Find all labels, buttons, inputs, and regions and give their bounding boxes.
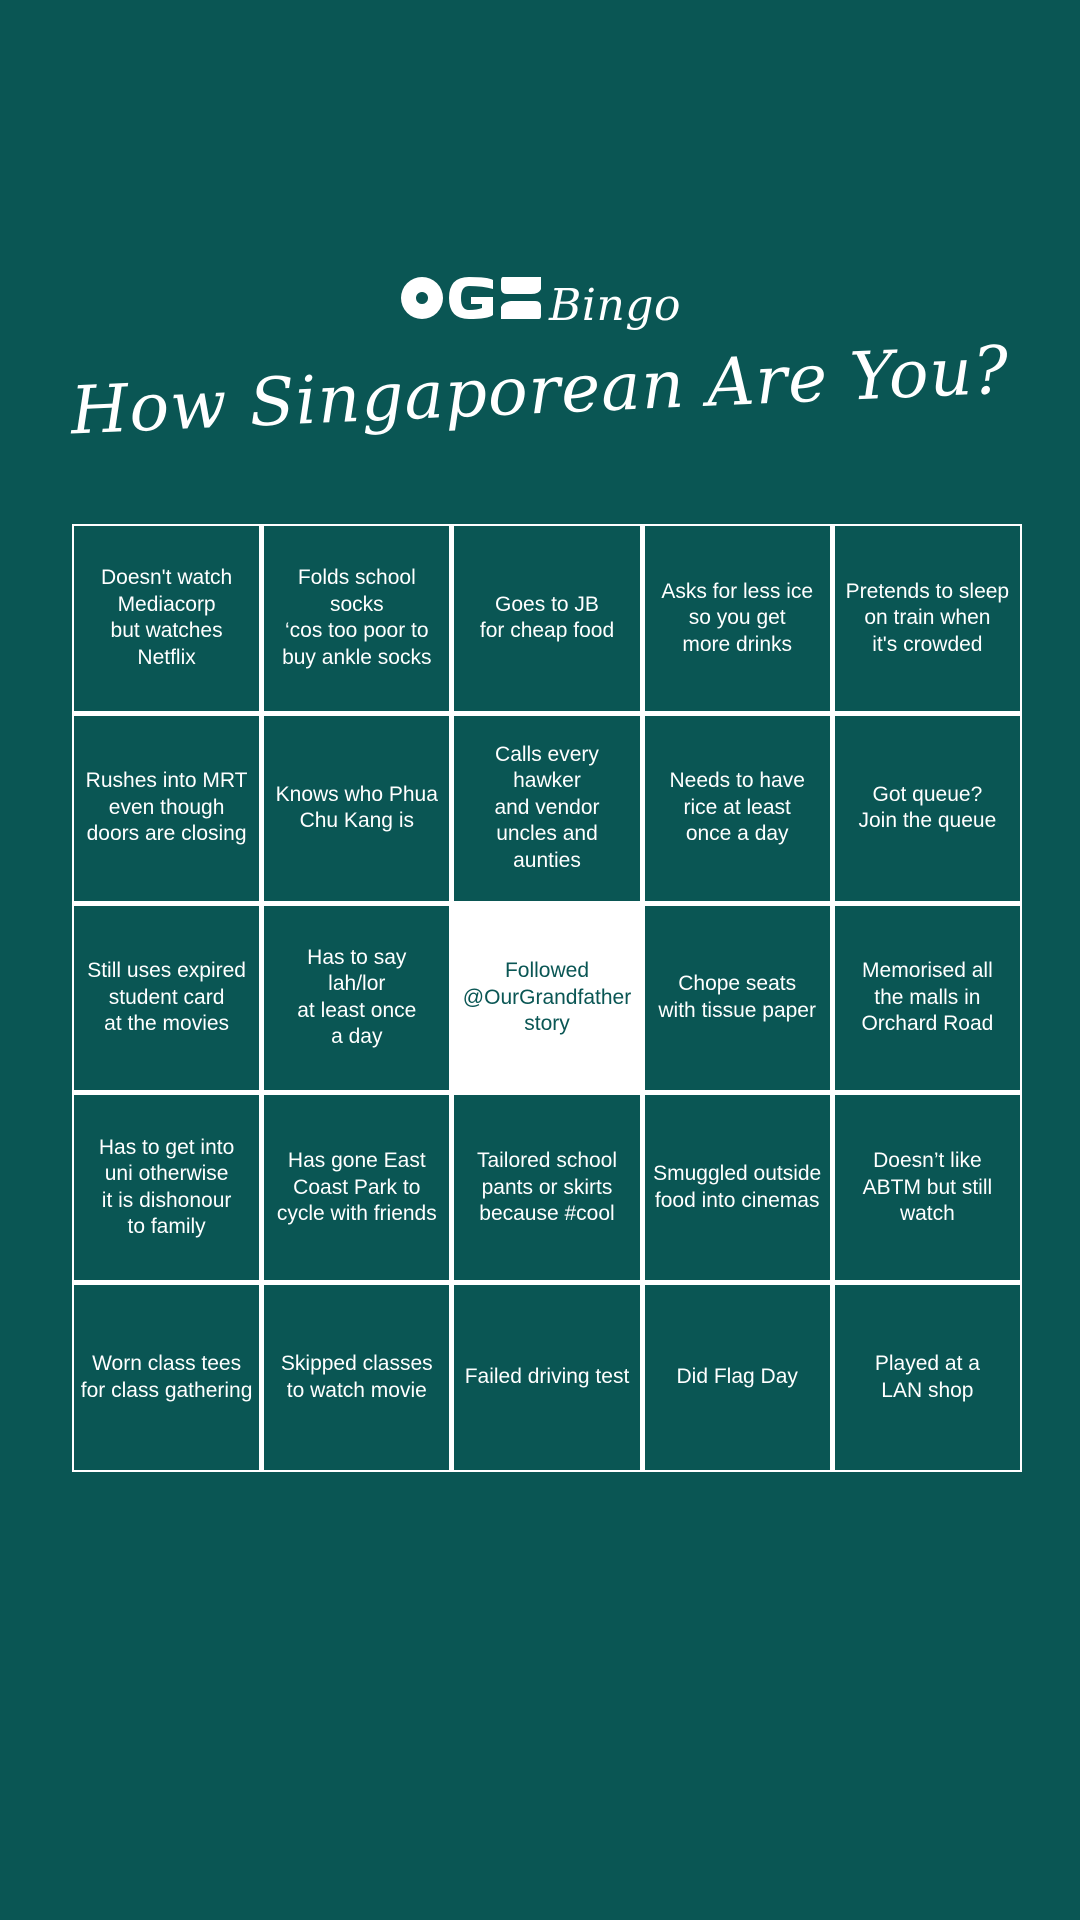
bingo-cell[interactable]: Goes to JB for cheap food — [454, 526, 639, 711]
bingo-cell[interactable]: Needs to have rice at least once a day — [645, 716, 830, 901]
bingo-cell[interactable]: Failed driving test — [454, 1285, 639, 1470]
header — [0, 268, 1080, 331]
bingo-cell[interactable]: Tailored school pants or skirts because #cool — [454, 1095, 639, 1280]
bingo-cell[interactable]: Rushes into MRT even though doors are closing — [74, 716, 259, 901]
page-title: How Singaporean Are You? — [69, 331, 1011, 450]
bingo-cell[interactable]: Did Flag Day — [645, 1285, 830, 1470]
bingo-cell[interactable]: Asks for less ice so you get more drinks — [645, 526, 830, 711]
bingo-cell[interactable]: Skipped classes to watch movie — [264, 1285, 449, 1470]
bingo-cell[interactable]: Folds school socks ‘cos too poor to buy ankle socks — [264, 526, 449, 711]
bingo-cell[interactable]: Pretends to sleep on train when it's crowded — [835, 526, 1020, 711]
bingo-cell[interactable]: Doesn’t like ABTM but still watch — [835, 1095, 1020, 1280]
bingo-cell[interactable]: Has to say lah/lor at least once a day — [264, 906, 449, 1091]
bingo-cell[interactable]: Doesn't watch Mediacorp but watches Netflix — [74, 526, 259, 711]
bingo-cell[interactable]: Chope seats with tissue paper — [645, 906, 830, 1091]
bingo-cell[interactable]: Smuggled outside food into cinemas — [645, 1095, 830, 1280]
bingo-cell[interactable]: Calls every hawker and vendor uncles and aunties — [454, 716, 639, 901]
bingo-cell-free[interactable]: Followed @OurGrandfather story — [454, 906, 639, 1091]
bingo-cell[interactable]: Has gone East Coast Park to cycle with friends — [264, 1095, 449, 1280]
bingo-label: Bingo — [549, 279, 681, 331]
bingo-cell[interactable]: Memorised all the malls in Orchard Road — [835, 906, 1020, 1091]
ogs-logo-mark — [399, 275, 545, 321]
bingo-cell[interactable]: Worn class tees for class gathering — [74, 1285, 259, 1470]
bingo-cell[interactable]: Has to get into uni otherwise it is dishonour to family — [74, 1095, 259, 1280]
bingo-cell[interactable]: Knows who Phua Chu Kang is — [264, 716, 449, 901]
ogs-logo — [399, 266, 681, 331]
bingo-cell[interactable]: Played at a LAN shop — [835, 1285, 1020, 1470]
bingo-cell[interactable]: Got queue? Join the queue — [835, 716, 1020, 901]
bingo-cell[interactable]: Still uses expired student card at the movies — [74, 906, 259, 1091]
bingo-board — [72, 524, 1022, 1472]
